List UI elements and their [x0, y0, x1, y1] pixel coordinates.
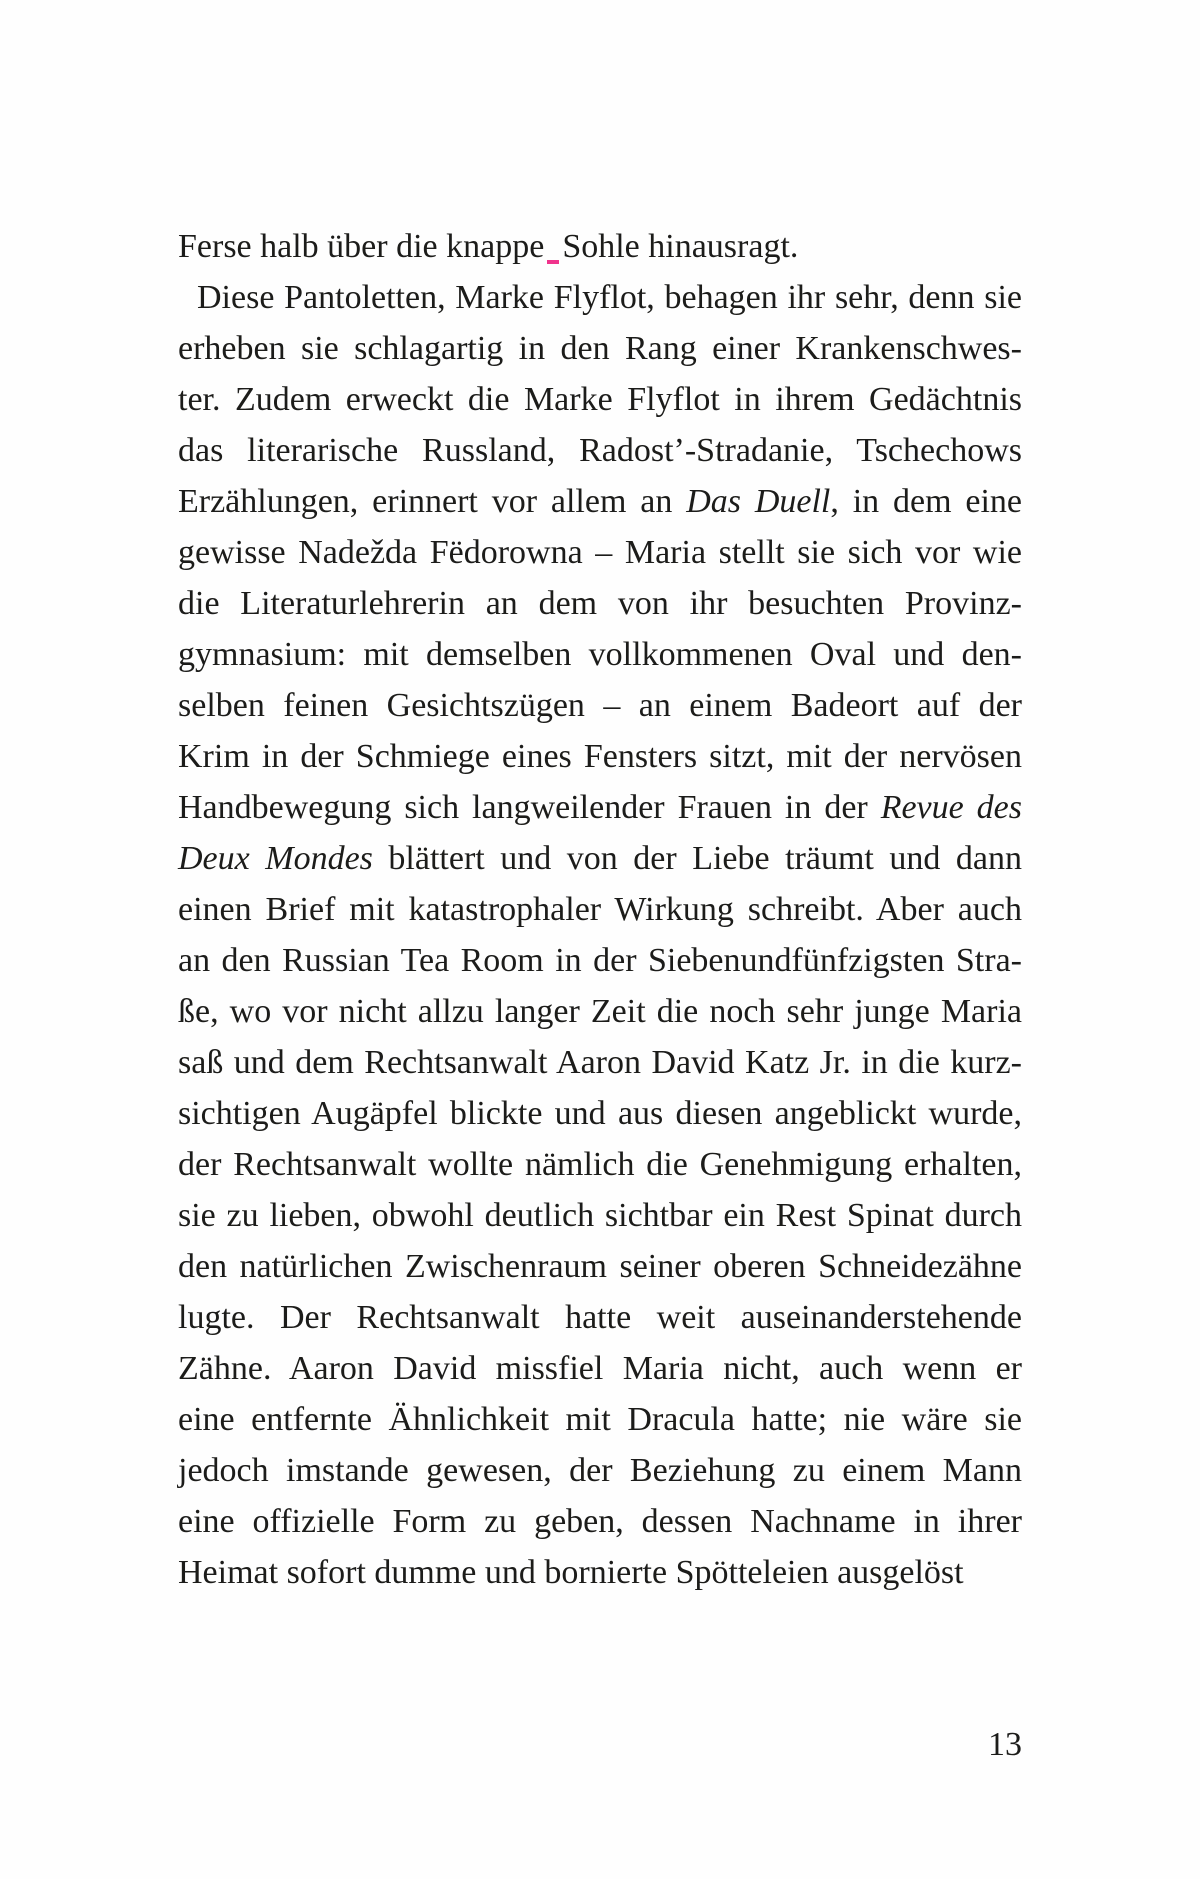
- text-line: [178, 527, 1022, 578]
- text-segment: blättert und von der Liebe träumt und dann: [372, 840, 1022, 877]
- text-line: [178, 1139, 1022, 1190]
- text-segment: Ferse halb über die knappe: [178, 228, 545, 265]
- text-line: [178, 221, 1022, 272]
- text-line: [178, 986, 1022, 1037]
- text-segment: Zähne. Aaron David missfiel Maria nicht, auch wenn er: [178, 1350, 1022, 1387]
- text-line: [178, 476, 1022, 527]
- italic-text: Revue des: [880, 789, 1022, 826]
- text-segment: Krim in der Schmiege eines Fensters sitzt, mit der nervösen: [178, 738, 1022, 775]
- text-segment: ße, wo vor nicht allzu langer Zeit die noch sehr junge Maria: [178, 993, 1022, 1030]
- text-segment: ter. Zudem erweckt die Marke Flyflot in ihrem Gedächtnis: [178, 381, 1022, 418]
- text-line: [178, 1496, 1022, 1547]
- text-segment: sie zu lieben, obwohl deutlich sichtbar ein Rest Spinat durch: [178, 1197, 1022, 1234]
- text-segment: selben feinen Gesichtszügen – an einem Badeort auf der: [178, 687, 1022, 724]
- text-segment: den natürlichen Zwischenraum seiner oberen Schneidezähne: [178, 1248, 1022, 1285]
- italic-text: Deux Mondes: [178, 840, 373, 877]
- italic-text: Das Duell: [686, 483, 831, 520]
- text-line: [178, 935, 1022, 986]
- text-segment: sichtigen Augäpfel blickte und aus diesen angeblickt wurde,: [178, 1095, 1022, 1132]
- text-line: [178, 1241, 1022, 1292]
- text-line: [178, 425, 1022, 476]
- text-line: [178, 374, 1022, 425]
- text-line: [178, 272, 1022, 323]
- text-segment: gewisse Nadežda Fëdorowna – Maria stellt sie sich vor wie: [178, 534, 1022, 571]
- text-line: [178, 782, 1022, 833]
- text-segment: jedoch imstande gewesen, der Beziehung zu einem Mann: [178, 1452, 1022, 1489]
- text-line: [178, 1088, 1022, 1139]
- text-segment: gymnasium: mit demselben vollkommenen Oval und den-: [178, 636, 1022, 673]
- text-segment: , in dem eine: [830, 483, 1022, 520]
- text-segment: das literarische Russland, Radost’-Stradanie, Tschechows: [178, 432, 1022, 469]
- text-segment: eine entfernte Ähnlichkeit mit Dracula hatte; nie wäre sie: [178, 1401, 1022, 1438]
- text-line: [178, 680, 1022, 731]
- text-line: [178, 578, 1022, 629]
- text-line: [178, 1445, 1022, 1496]
- text-line: [178, 323, 1022, 374]
- text-line: [178, 884, 1022, 935]
- text-segment: erheben sie schlagartig in den Rang einer Krankenschwes-: [178, 330, 1022, 367]
- text-segment: Diese Pantoletten, Marke Flyflot, behagen ihr sehr, denn sie: [197, 279, 1022, 316]
- text-segment: an den Russian Tea Room in der Siebenundfünfzigsten Stra-: [178, 942, 1022, 979]
- text-line: [178, 1343, 1022, 1394]
- text-line: [178, 1394, 1022, 1445]
- text-segment: lugte. Der Rechtsanwalt hatte weit auseinanderstehende: [178, 1299, 1022, 1336]
- text-line: [178, 1190, 1022, 1241]
- text-segment: Erzählungen, erinnert vor allem an: [178, 483, 687, 520]
- body-text: [178, 221, 1022, 1598]
- text-line: [178, 1547, 1022, 1598]
- text-segment: die Literaturlehrerin an dem von ihr besuchten Provinz-: [178, 585, 1022, 622]
- text-line: [178, 833, 1022, 884]
- text-line: [178, 1037, 1022, 1088]
- text-line: [178, 1292, 1022, 1343]
- insertion-mark-icon: [547, 260, 559, 264]
- text-line: [178, 731, 1022, 782]
- page-number: 13: [988, 1726, 1022, 1763]
- text-segment: Sohle hinausragt.: [562, 228, 799, 265]
- text-segment: Handbewegung sich langweilender Frauen in der: [178, 789, 881, 826]
- text-segment: saß und dem Rechtsanwalt Aaron David Katz Jr. in die kurz-: [178, 1044, 1022, 1081]
- text-segment: eine offizielle Form zu geben, dessen Nachname in ihrer: [178, 1503, 1022, 1540]
- text-segment: der Rechtsanwalt wollte nämlich die Genehmigung erhalten,: [178, 1146, 1022, 1183]
- text-segment: Heimat sofort dumme und bornierte Spötteleien ausgelöst: [178, 1554, 964, 1591]
- text-segment: einen Brief mit katastrophaler Wirkung schreibt. Aber auch: [178, 891, 1022, 928]
- text-line: [178, 629, 1022, 680]
